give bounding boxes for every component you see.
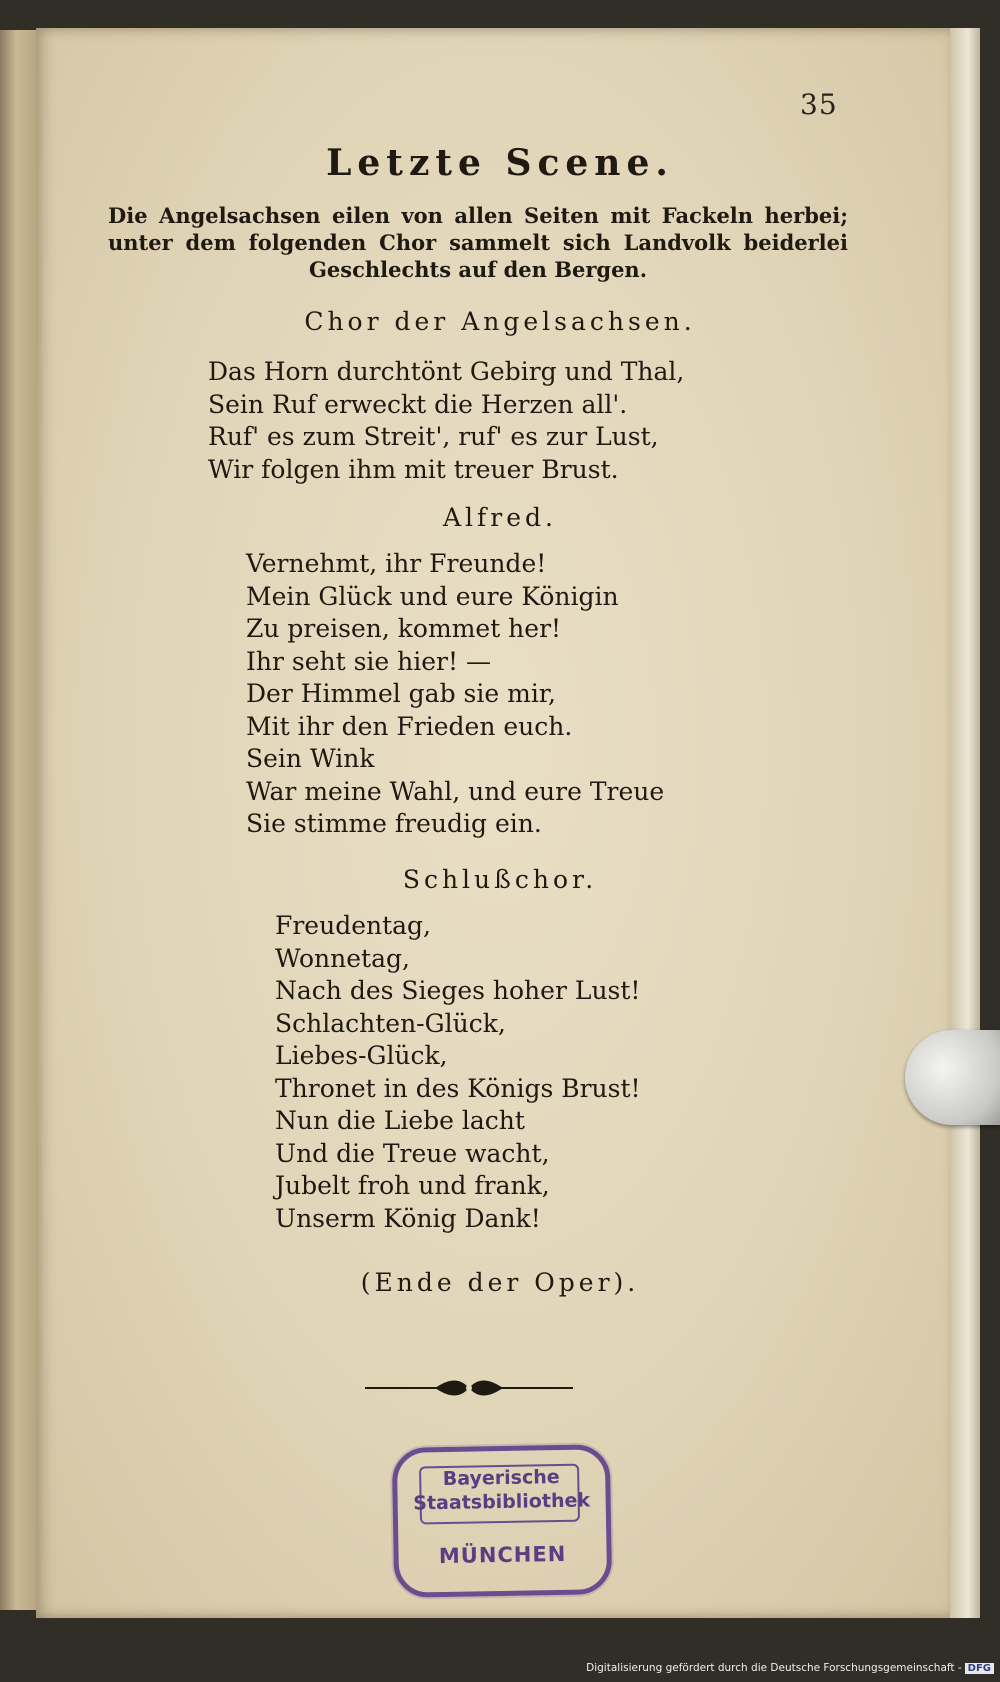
left-page-edge: [0, 30, 40, 1610]
verse-line: Der Himmel gab sie mir,: [246, 679, 556, 708]
verse-line: Ruf' es zum Streit', ruf' es zur Lust,: [208, 422, 659, 451]
verse-line: Thronet in des Königs Brust!: [275, 1073, 641, 1103]
library-stamp: [392, 1444, 613, 1598]
verse-line: Vernehmt, ihr Freunde!: [246, 549, 547, 578]
digitization-footer: [560, 1662, 994, 1680]
ornament-divider: [365, 1376, 573, 1400]
verse-line: Nach des Sieges hoher Lust!: [275, 976, 641, 1005]
verse-line: Jubelt froh und frank,: [275, 1171, 550, 1200]
stamp-line-2: Staatsbibliothek: [413, 1489, 591, 1515]
verse-line: Und die Treue wacht,: [275, 1138, 550, 1168]
verse-alfred: [246, 548, 664, 841]
footer-text: Digitalisierung gefördert durch die Deutsche Forschungsgemeinschaft -: [586, 1662, 962, 1674]
verse-line: Mein Glück und eure Königin: [246, 581, 619, 611]
verse-line: Das Horn durchtönt Gebirg und Thal,: [208, 357, 685, 386]
verse-line: Wonnetag,: [275, 943, 410, 973]
verse-line: Liebes-Glück,: [275, 1041, 448, 1070]
speaker-chor: Chor der Angelsachsen.: [304, 307, 696, 336]
page-clip-tab: [905, 1030, 1000, 1125]
verse-line: Nun die Liebe lacht: [275, 1106, 525, 1135]
speaker-alfred: Alfred.: [443, 503, 557, 532]
verse-chor: [208, 356, 684, 486]
verse-schlusschor: [275, 910, 641, 1235]
verse-line: Zu preisen, kommet her!: [246, 614, 562, 643]
verse-line: Schlachten-Glück,: [275, 1008, 506, 1038]
end-of-opera: (Ende der Oper).: [360, 1268, 640, 1297]
verse-line: Sein Wink: [246, 744, 375, 773]
speaker-schlusschor: Schlußchor.: [402, 865, 598, 894]
page-number: 35: [800, 88, 838, 121]
stamp-line-3: MÜNCHEN: [438, 1541, 567, 1569]
stamp-line-1: Bayerische: [442, 1465, 560, 1491]
stage-direction: Die Angelsachsen eilen von allen Seiten mit Fackeln herbei; unter dem folgenden Chor sammelt sich Landvolk beiderlei Geschlechts auf den Bergen.: [108, 203, 848, 282]
right-page-edge: [950, 28, 980, 1618]
dfg-logo: DFG: [965, 1663, 994, 1674]
verse-line: War meine Wahl, und eure Treue: [246, 776, 665, 806]
scene-title: Letzte Scene.: [326, 142, 674, 184]
verse-line: Wir folgen ihm mit treuer Brust.: [208, 454, 619, 484]
verse-line: Freudentag,: [275, 911, 431, 940]
verse-line: Sein Ruf erweckt die Herzen all'.: [208, 389, 628, 419]
verse-line: Unserm König Dank!: [275, 1203, 541, 1233]
verse-line: Sie stimme freudig ein.: [246, 809, 542, 838]
verse-line: Mit ihr den Frieden euch.: [246, 711, 573, 741]
verse-line: Ihr seht sie hier! —: [246, 646, 491, 676]
